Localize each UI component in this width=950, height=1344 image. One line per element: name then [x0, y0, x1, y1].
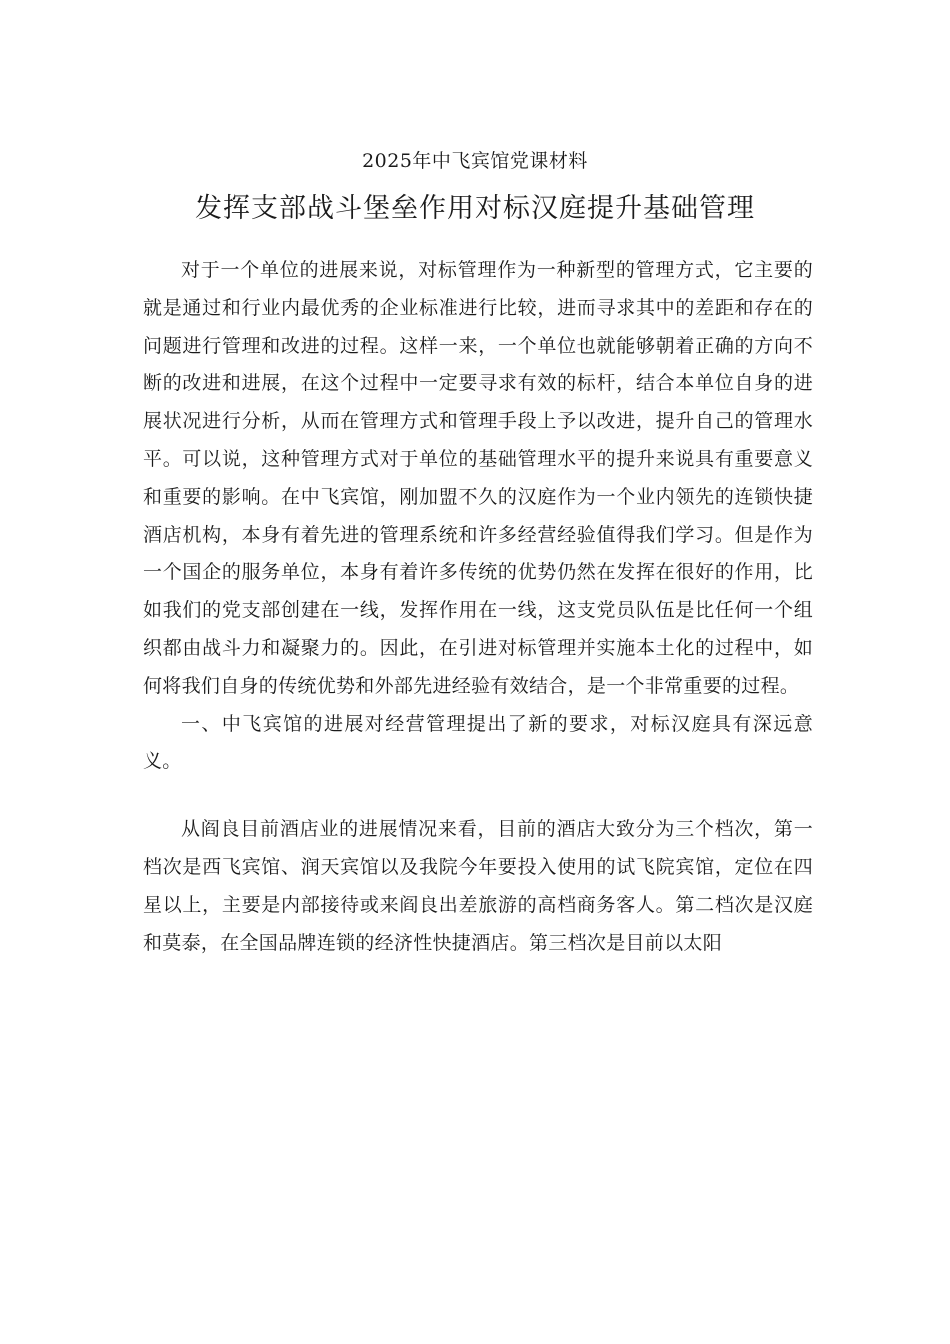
document-subtitle: 2025年中飞宾馆党课材料 [362, 150, 588, 172]
body-paragraph-market: 从阎良目前酒店业的进展情况来看，目前的酒店大致分为三个档次，第一档次是西飞宾馆、润天宾馆以及我院今年要投入使用的试飞院宾馆，定位在四星以上，主要是内部接待或来阎良出差旅游的高档商务客人。第二档次是汉庭和莫泰，在全国品牌连锁的经济性快捷酒店。第三档次是目前以太阳 [143, 818, 813, 954]
section-heading-one: 一、中飞宾馆的进展对经营管理提出了新的要求，对标汉庭具有深远意义。 [143, 712, 813, 773]
body-paragraph-intro: 对于一个单位的进展来说，对标管理作为一种新型的管理方式，它主要的就是通过和行业内最优秀的企业标准进行比较，进而寻求其中的差距和存在的问题进行管理和改进的过程。这样一来，一个单位也就能够朝着正确的方向不断的改进和进展，在这个过程中一定要寻求有效的标杆，结合本单位自身的进展状况进行分析，从而在管理方式和管理手段上予以改进，提升自己的管理水平。可以说，这种管理方式对于单位的基础管理水平的提升来说具有重要意义和重要的影响。在中飞宾馆，刚加盟不久的汉庭作为一个业内领先的连锁快捷酒店机构，本身有着先进的管理系统和许多经营经验值得我们学习。但是作为一个国企的服务单位，本身有着许多传统的优势仍然在发挥在很好的作用，比如我们的党支部创建在一线，发挥作用在一线，这支党员队伍是比任何一个组织都由战斗力和凝聚力的。因此，在引进对标管理并实施本土化的过程中，如何将我们自身的传统优势和外部先进经验有效结合，是一个非常重要的过程。 [143, 259, 813, 697]
document-body [143, 252, 813, 962]
document-title: 发挥支部战斗堡垒作用对标汉庭提升基础管理 [195, 193, 755, 224]
